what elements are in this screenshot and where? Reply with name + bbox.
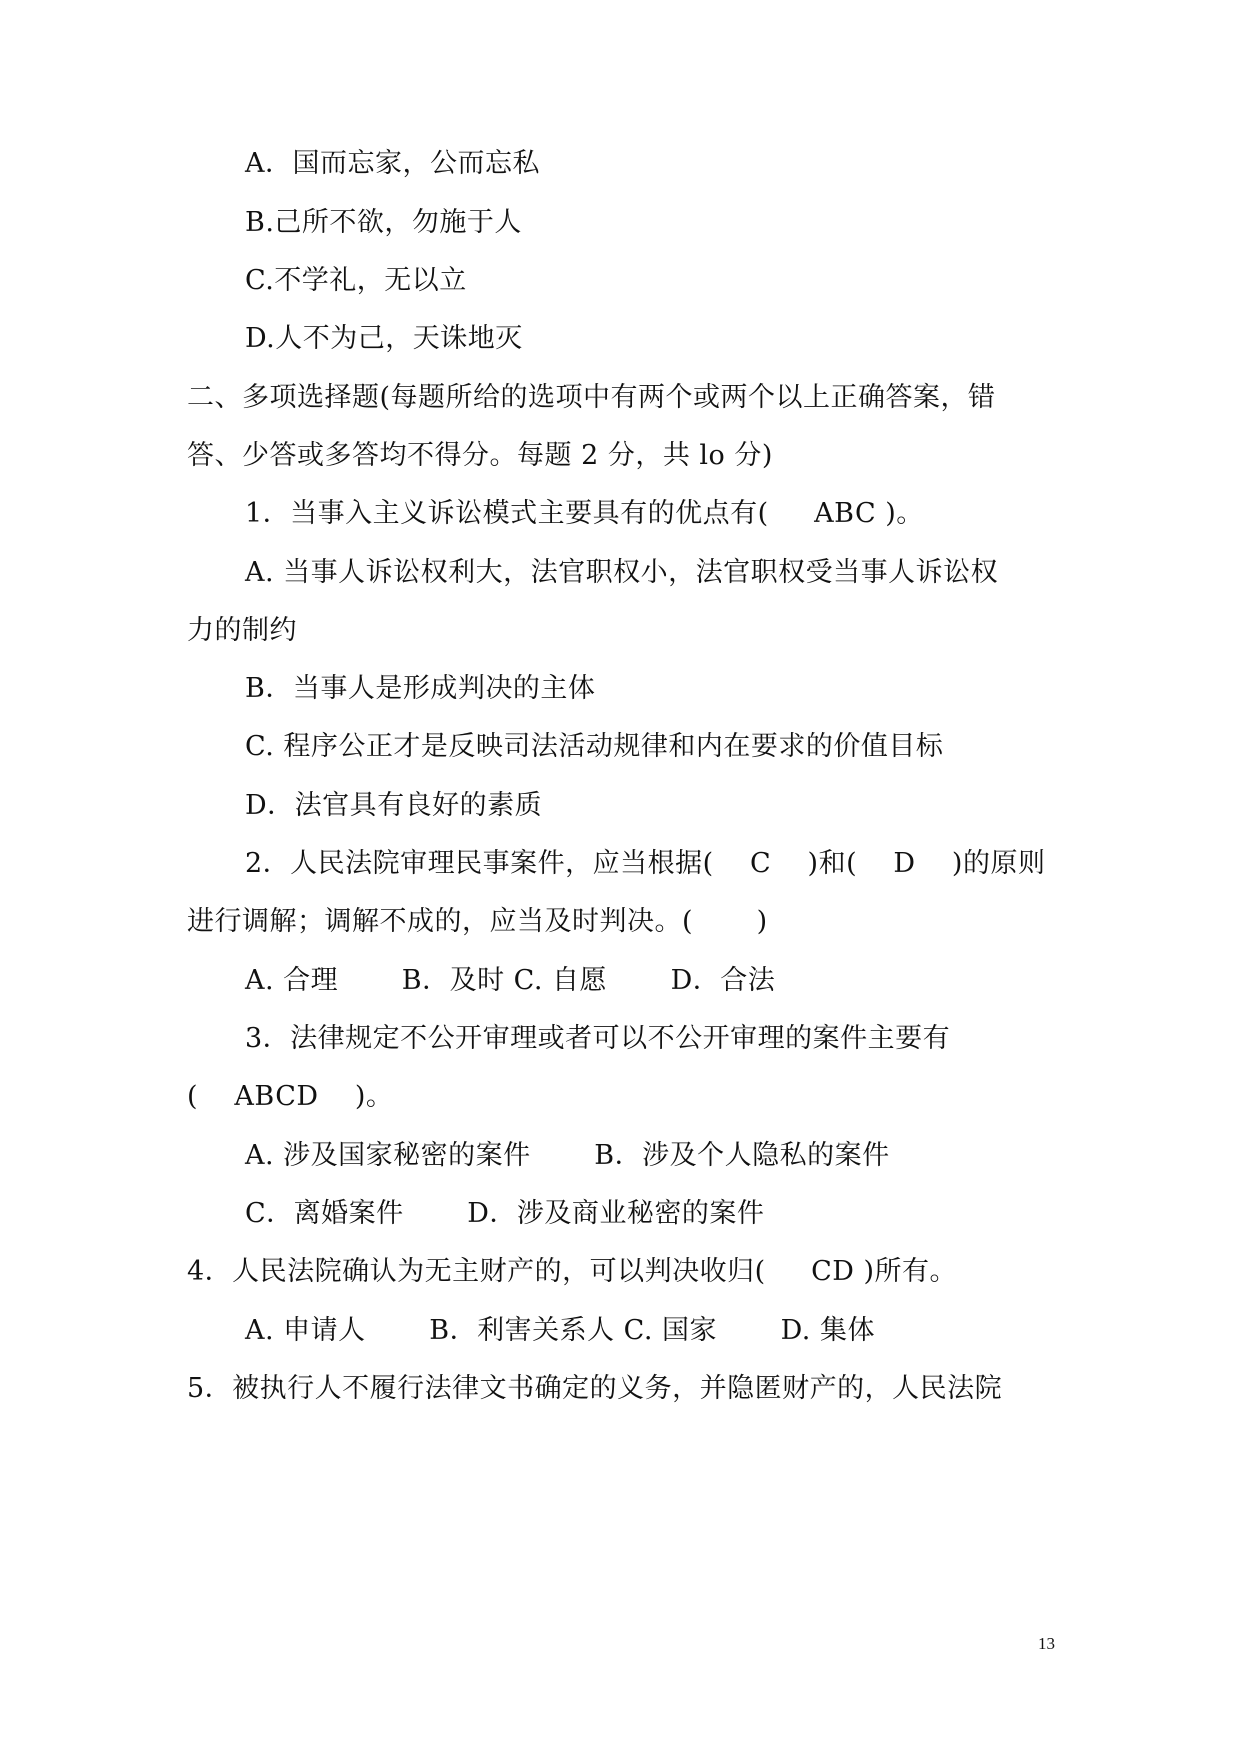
- question-3-options-cd: C．离婚案件 D．涉及商业秘密的案件: [245, 1198, 765, 1229]
- question-5: 5．被执行人不履行法律文书确定的义务，并隐匿财产的，人民法院: [187, 1373, 1003, 1404]
- question-1-option-b: B．当事人是形成判决的主体: [245, 673, 596, 704]
- question-3: 3．法律规定不公开审理或者可以不公开审理的案件主要有: [245, 1023, 951, 1054]
- question-1: 1．当事入主义诉讼模式主要具有的优点有( ABC )。: [245, 498, 924, 529]
- option-c-line: C.不学礼，无以立: [245, 265, 467, 296]
- section-heading: 二、多项选择题(每题所给的选项中有两个或两个以上正确答案，错: [187, 382, 996, 413]
- option-b-line: B.己所不欲，勿施于人: [245, 207, 522, 238]
- option-d-line: D.人不为己，天诛地灭: [245, 323, 523, 354]
- question-4: 4．人民法院确认为无主财产的，可以判决收归( CD )所有。: [187, 1256, 958, 1287]
- question-2-continued: 进行调解；调解不成的，应当及时判决。( ): [187, 906, 768, 937]
- question-1-option-a-continued: 力的制约: [187, 615, 297, 646]
- question-1-option-c: C. 程序公正才是反映司法活动规律和内在要求的价值目标: [245, 731, 944, 762]
- question-2-options: A. 合理 B．及时 C. 自愿 D．合法: [245, 965, 776, 996]
- option-a-line: A．国而忘家，公而忘私: [245, 148, 540, 179]
- question-3-options-ab: A. 涉及国家秘密的案件 B．涉及个人隐私的案件: [245, 1140, 890, 1171]
- question-4-options: A. 申请人 B．利害关系人 C. 国家 D. 集体: [245, 1315, 875, 1346]
- question-2: 2．人民法院审理民事案件，应当根据( C )和( D )的原则: [245, 848, 1046, 879]
- page-number: 13: [1038, 1634, 1055, 1653]
- question-1-option-a: A. 当事人诉讼权利大，法官职权小，法官职权受当事人诉讼权: [245, 557, 999, 588]
- question-3-answer: ( ABCD )。: [187, 1081, 394, 1112]
- question-1-option-d: D．法官具有良好的素质: [245, 790, 543, 821]
- section-heading-continued: 答、少答或多答均不得分。每题 2 分，共 lo 分): [187, 440, 773, 471]
